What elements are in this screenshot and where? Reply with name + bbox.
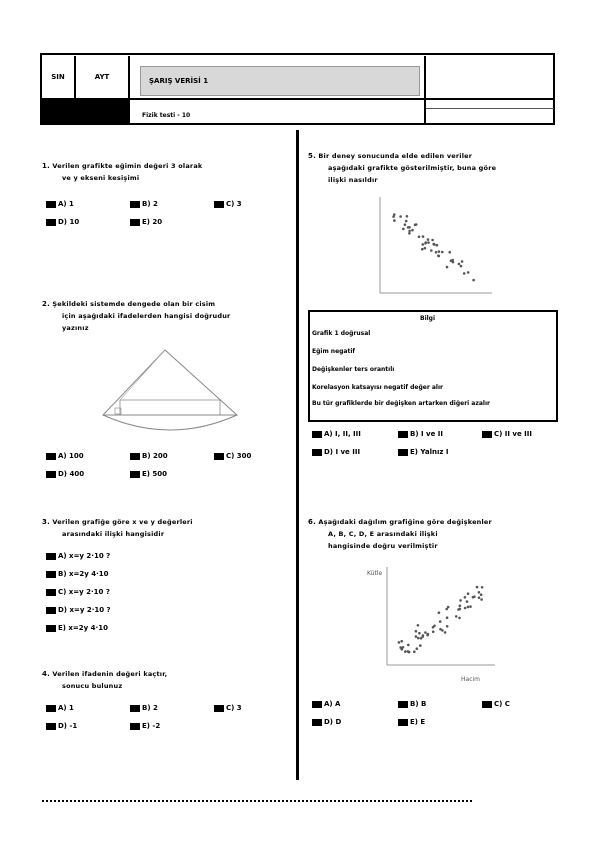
scatter-dot <box>427 238 430 241</box>
scatter-dot <box>415 223 418 226</box>
scatter-dot <box>451 259 454 262</box>
header-cell-1 <box>42 56 76 98</box>
question-6-text-line2: A, B, C, D, E arasındaki ilişki <box>328 530 438 538</box>
scatter-dot <box>399 215 402 218</box>
q3-option-c[interactable]: C) x=y 2·10 ? <box>46 588 110 596</box>
triangle-figure <box>95 345 245 445</box>
scatter-dot <box>399 646 402 649</box>
question-2-text-line2: için aşağıdaki ifadelerden hangisi doğrudur <box>62 312 231 320</box>
q1-option-e[interactable]: E) 20 <box>130 218 162 226</box>
q6-option-c[interactable]: C) C <box>482 700 510 708</box>
x-axis-label: Hacim <box>461 676 480 683</box>
scatter-dot <box>408 651 411 654</box>
y-axis-label: Kütle <box>367 570 383 577</box>
scatter-dot <box>406 215 409 218</box>
bottom-dotted-line <box>42 800 472 802</box>
q4-option-b[interactable]: B) 2 <box>130 704 158 712</box>
scatter-dot <box>472 279 475 282</box>
scatter-dot <box>408 232 411 235</box>
question-3 <box>42 516 292 540</box>
scatter-dot <box>430 249 433 252</box>
scatter-dot <box>458 617 461 620</box>
question-2-text-line1: Şekildeki sistemde dengede olan bir cisim <box>52 300 216 308</box>
q6-option-d[interactable]: D) D <box>312 718 341 726</box>
scatter-dot <box>458 263 461 266</box>
question-2-number: 2. <box>42 300 50 308</box>
question-3-text-line1: Verilen grafiğe göre x ve y değerleri <box>52 518 193 526</box>
scatter-dot <box>481 586 484 589</box>
header-dark-block <box>42 98 130 123</box>
question-4-text-line2: sonucu bulunuz <box>62 682 123 690</box>
question-2 <box>42 298 292 334</box>
scatter-dot <box>446 616 449 619</box>
scatter-dot <box>393 219 396 222</box>
info-line-5: Bu tür grafiklerde bir değişken artarken diğeri azalır <box>312 400 490 407</box>
q3-option-a[interactable]: A) x=y 2·10 ? <box>46 552 110 560</box>
scatter-dot <box>464 607 467 610</box>
scatter-dot <box>415 635 418 638</box>
q2-option-d[interactable]: D) 400 <box>46 470 84 478</box>
scatter-dot <box>400 640 403 643</box>
q1-option-d[interactable]: D) 10 <box>46 218 79 226</box>
scatter-dot <box>438 255 441 258</box>
question-3-number: 3. <box>42 518 50 526</box>
question-6 <box>308 516 558 552</box>
question-1-number: 1. <box>42 162 50 170</box>
scatter-plot-positive <box>365 565 500 690</box>
scatter-dot <box>460 265 463 268</box>
header-separator <box>130 98 555 100</box>
q3-option-b[interactable]: B) x=2y 4·10 <box>46 570 109 578</box>
scatter-dot <box>415 630 418 633</box>
question-5-number: 5. <box>308 152 316 160</box>
scatter-dot <box>407 644 410 647</box>
question-4 <box>42 668 292 692</box>
q5-option-b[interactable]: B) I ve II <box>398 430 443 438</box>
scatter-dot <box>402 646 405 649</box>
scatter-dot <box>480 593 483 596</box>
question-1-text-line2: ve y ekseni kesişimi <box>62 174 140 182</box>
scatter-dot <box>469 605 472 608</box>
scatter-dot <box>398 641 401 644</box>
q1-option-b[interactable]: B) 2 <box>130 200 158 208</box>
scatter-dot <box>431 239 434 242</box>
scatter-dot <box>404 223 407 226</box>
q2-option-c[interactable]: C) 300 <box>214 452 251 460</box>
q5-option-c[interactable]: C) II ve III <box>482 430 532 438</box>
q4-option-a[interactable]: A) 1 <box>46 704 74 712</box>
q6-option-b[interactable]: B) B <box>398 700 426 708</box>
question-6-text-line3: hangisinde doğru verilmiştir <box>328 542 438 550</box>
scatter-plot-negative <box>370 195 495 300</box>
scatter-dot <box>424 631 427 634</box>
page-subtitle: Fizik testi - 10 <box>142 112 191 119</box>
question-3-text-line2: arasındaki ilişki hangisidir <box>62 530 165 538</box>
scatter-dot <box>427 241 430 244</box>
scatter-dot <box>446 625 449 628</box>
scatter-dot <box>421 248 424 251</box>
q5-option-e[interactable]: E) Yalnız I <box>398 448 448 456</box>
q2-option-a[interactable]: A) 100 <box>46 452 84 460</box>
scatter-dot <box>418 632 421 635</box>
header-cell-1-text: SIN <box>51 73 65 81</box>
scatter-dot <box>405 220 408 223</box>
q4-option-d[interactable]: D) -1 <box>46 722 77 730</box>
question-6-text-line1: Aşağıdaki dağılım grafiğine göre değişkenler <box>318 518 492 526</box>
scatter-dot <box>473 595 476 598</box>
q3-option-e[interactable]: E) x=2y 4·10 <box>46 624 108 632</box>
question-5 <box>308 150 558 186</box>
question-4-number: 4. <box>42 670 50 678</box>
info-box-title: Bilgi <box>420 315 436 322</box>
question-1 <box>42 160 292 184</box>
scatter-dot <box>404 650 407 653</box>
question-5-text-line2: aşağıdaki grafikte gösterilmiştir, buna göre <box>328 164 497 172</box>
scatter-dot <box>466 600 469 603</box>
scatter-dot <box>461 260 464 263</box>
scatter-dot <box>422 635 425 638</box>
scatter-dot <box>463 272 466 275</box>
q6-option-e[interactable]: E) E <box>398 718 425 726</box>
scatter-dot <box>445 608 448 611</box>
q4-option-c[interactable]: C) 3 <box>214 704 242 712</box>
q1-option-c[interactable]: C) 3 <box>214 200 242 208</box>
scatter-dot <box>402 228 405 231</box>
q5-option-a[interactable]: A) I, II, III <box>312 430 361 438</box>
info-line-2: Eğim negatif <box>312 348 356 355</box>
scatter-dot <box>438 611 441 614</box>
page-title: ŞARIŞ VERİSİ 1 <box>140 66 420 96</box>
info-line-1: Grafik 1 doğrusal <box>312 330 371 337</box>
question-1-text-line1: Verilen grafikte eğimin değeri 3 olarak <box>52 162 203 170</box>
q2-option-e[interactable]: E) 500 <box>130 470 167 478</box>
scatter-dot <box>413 650 416 653</box>
q6-option-a[interactable]: A) A <box>312 700 340 708</box>
question-5-text-line3: ilişki nasıldır <box>328 176 378 184</box>
scatter-dot <box>416 647 419 650</box>
scatter-dot <box>422 235 425 238</box>
scatter-dot <box>459 608 462 611</box>
scatter-dot <box>408 226 411 229</box>
scatter-dot <box>435 251 438 254</box>
scatter-dot <box>432 630 435 633</box>
info-line-3: Değişkenler ters orantılı <box>312 366 395 373</box>
scatter-dot <box>467 606 470 609</box>
scatter-dot <box>478 591 481 594</box>
scatter-dot <box>467 271 470 274</box>
scatter-dot <box>438 250 441 253</box>
q1-option-a[interactable]: A) 1 <box>46 200 74 208</box>
scatter-dot <box>464 596 467 599</box>
scatter-dot <box>433 243 436 246</box>
scatter-dot <box>439 628 442 631</box>
q5-option-d[interactable]: D) I ve III <box>312 448 360 456</box>
header-vertical-line <box>424 56 426 123</box>
header-right-line <box>426 108 554 109</box>
scatter-dot <box>467 592 470 595</box>
scatter-dot <box>411 229 414 232</box>
scatter-dot <box>433 625 436 628</box>
scatter-dot <box>408 230 411 233</box>
scatter-dot <box>392 215 395 218</box>
scatter-dot <box>424 242 427 245</box>
scatter-dot <box>417 637 420 640</box>
scatter-dot <box>448 251 451 254</box>
scatter-dot <box>480 598 483 601</box>
scatter-dot <box>424 247 427 250</box>
question-4-text-line1: Verilen ifadenin değeri kaçtır, <box>52 670 168 678</box>
scatter-dot <box>446 266 449 269</box>
scatter-dot <box>444 631 447 634</box>
q3-option-d[interactable]: D) x=y 2·10 ? <box>46 606 111 614</box>
header-cell-2-text: AYT <box>94 73 110 81</box>
scatter-dot <box>427 633 430 636</box>
question-6-number: 6. <box>308 518 316 526</box>
q2-option-b[interactable]: B) 200 <box>130 452 168 460</box>
scatter-dot <box>459 605 462 608</box>
scatter-dot <box>441 251 444 254</box>
header-cell-2 <box>76 56 130 98</box>
scatter-dot <box>476 586 479 589</box>
scatter-dot <box>418 236 421 239</box>
scatter-dot <box>439 620 442 623</box>
column-divider <box>296 130 299 780</box>
q4-option-e[interactable]: E) -2 <box>130 722 160 730</box>
scatter-dot <box>419 644 422 647</box>
scatter-dot <box>436 244 439 247</box>
scatter-dot <box>478 596 481 599</box>
scatter-dot <box>455 615 458 618</box>
scatter-dot <box>422 243 425 246</box>
scatter-dot <box>459 599 462 602</box>
question-2-text-line3: yazınız <box>62 324 89 332</box>
question-5-text-line1: Bir deney sonucunda elde edilen veriler <box>318 152 473 160</box>
scatter-dot <box>417 624 420 627</box>
info-line-4: Korelasyon katsayısı negatif değer alır <box>312 384 443 391</box>
